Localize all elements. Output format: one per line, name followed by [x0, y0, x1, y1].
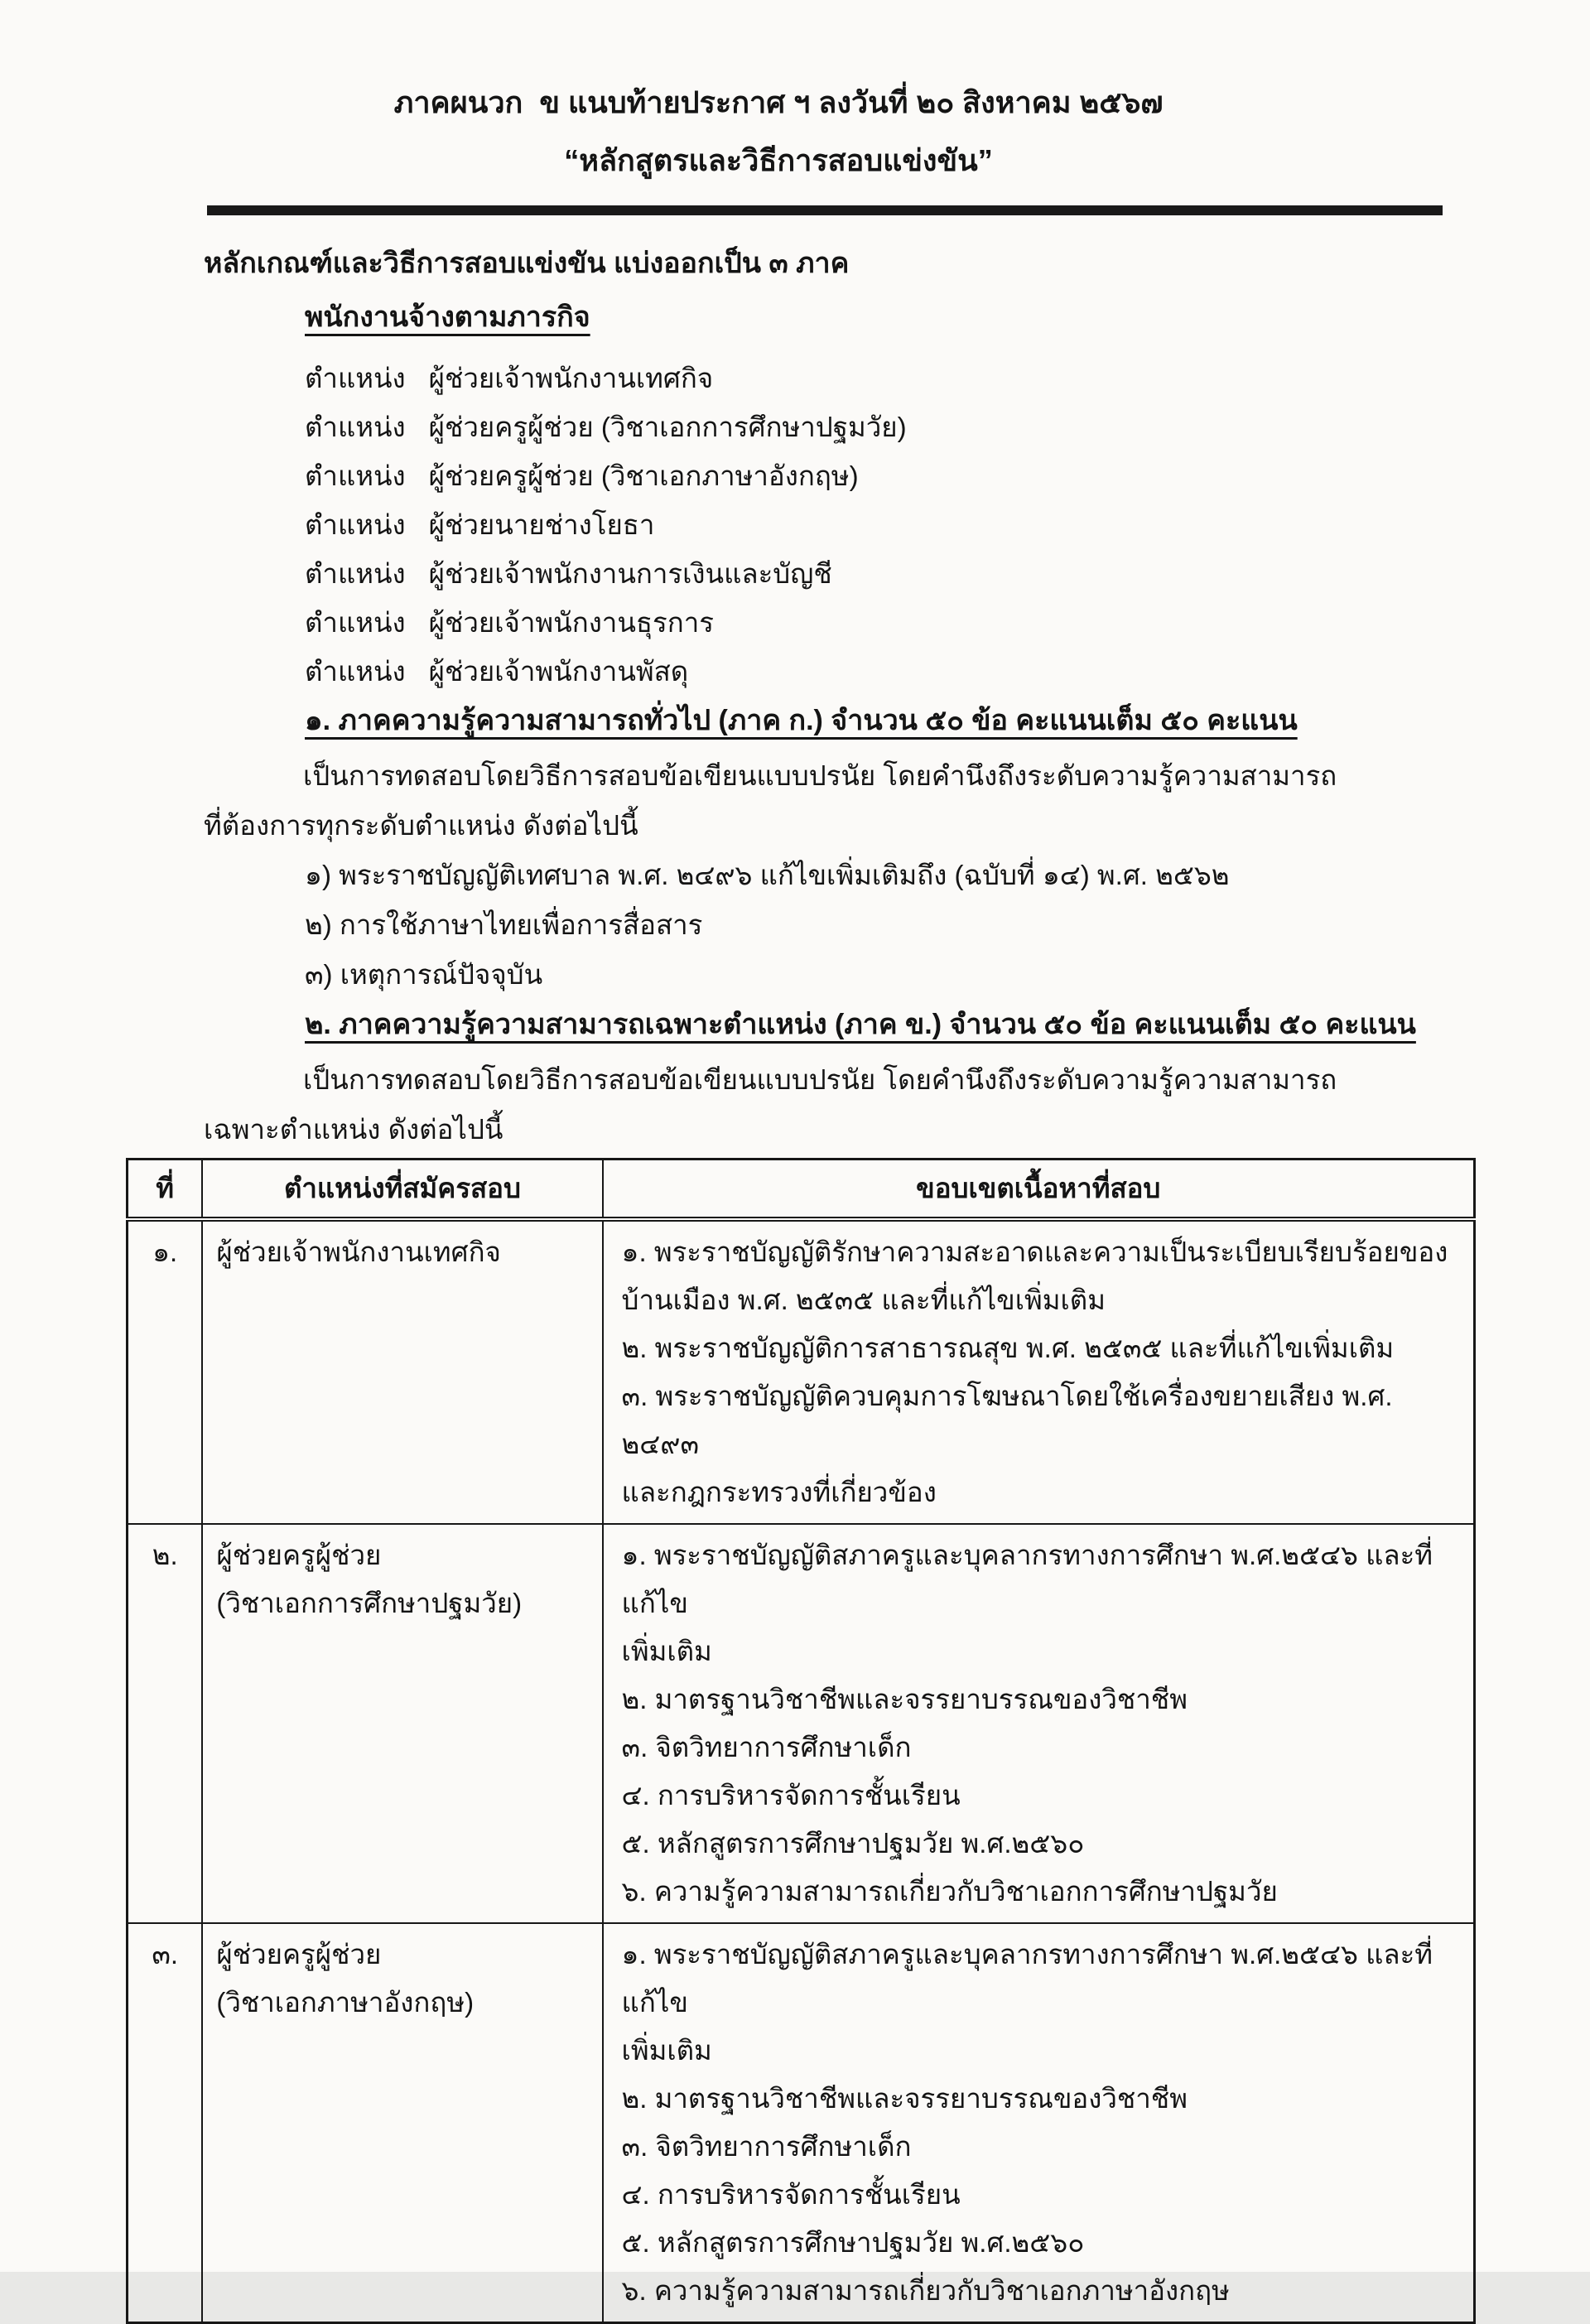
scope-cell [603, 1923, 1475, 2323]
section-a-item: ๑) พระราชบัญญัติเทศบาล พ.ศ. ๒๔๙๖ แก้ไขเพิ่มเติมถึง (ฉบับที่ ๑๔) พ.ศ. ๒๕๖๒ [305, 860, 1230, 890]
scope-cell [603, 1524, 1475, 1923]
scope-line: ๑. พระราชบัญญัติสภาครูและบุคลากรทางการศึกษา พ.ศ.๒๕๔๖ และที่แก้ไข [621, 1539, 1433, 1618]
table-header-row [128, 1160, 1475, 1219]
position-cell-line: ผู้ช่วยครูผู้ช่วย [216, 1539, 382, 1570]
appendix-subtitle: “หลักสูตรและวิธีการสอบแข่งขัน” [564, 143, 993, 177]
position-line [305, 500, 1590, 549]
position-name: ผู้ช่วยครูผู้ช่วย (วิชาเอกการศึกษาปฐมวัย) [428, 412, 907, 442]
employee-type-heading: พนักงานจ้างตามภารกิจ [305, 301, 590, 333]
position-line [305, 647, 1590, 696]
position-cell-line: ผู้ช่วยครูผู้ช่วย [216, 1938, 382, 1970]
scope-line: ๒. มาตรฐานวิชาชีพและจรรยาบรรณของวิชาชีพ [621, 1683, 1188, 1714]
row-number: ๓. [128, 1923, 203, 2323]
subheading-wrap [305, 295, 1590, 345]
section-a-item: ๒) การใช้ภาษาไทยเพื่อการสื่อสาร [305, 909, 703, 940]
scope-line: ๓. พระราชบัญญัติควบคุมการโฆษณาโดยใช้เครื่องขยายเสียง พ.ศ. ๒๔๙๓ [621, 1380, 1393, 1459]
section-a-item: ๓) เหตุการณ์ปัจจุบัน [305, 959, 543, 990]
position-label: ตำแหน่ง [305, 509, 406, 540]
position-cell [202, 1923, 602, 2323]
intro-line: หลักเกณฑ์และวิธีการสอบแข่งขัน แบ่งออกเป็น ๓ ภาค [204, 248, 850, 279]
table-row [128, 1524, 1475, 1923]
position-name: ผู้ช่วยเจ้าพนักงานเทศกิจ [428, 363, 714, 393]
position-name: ผู้ช่วยเจ้าพนักงานธุรการ [428, 607, 714, 638]
position-cell-line: ผู้ช่วยเจ้าพนักงานเทศกิจ [216, 1236, 501, 1267]
table-row [128, 1219, 1475, 1524]
column-header-scope: ขอบเขตเนื้อหาที่สอบ [603, 1160, 1475, 1219]
document-header [0, 0, 1590, 181]
position-line [305, 549, 1590, 598]
position-label: ตำแหน่ง [305, 607, 406, 638]
scope-line: บ้านเมือง พ.ศ. ๒๕๓๕ และที่แก้ไขเพิ่มเติม [621, 1284, 1106, 1315]
section-a-items [305, 851, 1590, 1000]
scope-line: ๕. หลักสูตรการศึกษาปฐมวัย พ.ศ.๒๕๖๐ [621, 1827, 1085, 1859]
scope-line: ๔. การบริหารจัดการชั้นเรียน [621, 2178, 961, 2210]
row-number: ๑. [128, 1219, 203, 1524]
position-name: ผู้ช่วยเจ้าพนักงานการเงินและบัญชี [428, 558, 832, 589]
table-row [128, 1923, 1475, 2323]
column-header-position: ตำแหน่งที่สมัครสอบ [202, 1160, 602, 1219]
scope-line: เพิ่มเติม [621, 1635, 712, 1666]
scope-line: เพิ่มเติม [621, 2034, 712, 2066]
section-b-paragraph-line2: เฉพาะตำแหน่ง ดังต่อไปนี้ [204, 1114, 504, 1145]
scope-line: ๑. พระราชบัญญัติสภาครูและบุคลากรทางการศึกษา พ.ศ.๒๕๔๖ และที่แก้ไข [621, 1938, 1433, 2018]
position-label: ตำแหน่ง [305, 460, 406, 491]
scope-line: ๓. จิตวิทยาการศึกษาเด็ก [621, 1731, 912, 1762]
position-label: ตำแหน่ง [305, 412, 406, 442]
position-label: ตำแหน่ง [305, 656, 406, 687]
section-a-paragraph-line1: เป็นการทดสอบโดยวิธีการสอบข้อเขียนแบบปรนัย โดยคำนึงถึงระดับความรู้ความสามารถ [303, 760, 1337, 791]
position-line [305, 354, 1590, 403]
position-cell [202, 1219, 602, 1524]
scope-line: ๕. หลักสูตรการศึกษาปฐมวัย พ.ศ.๒๕๖๐ [621, 2226, 1085, 2258]
scope-line: ๓. จิตวิทยาการศึกษาเด็ก [621, 2130, 912, 2162]
scope-line: ๒. มาตรฐานวิชาชีพและจรรยาบรรณของวิชาชีพ [621, 2082, 1188, 2114]
scope-line: ๒. พระราชบัญญัติการสาธารณสุข พ.ศ. ๒๕๓๕ และที่แก้ไขเพิ่มเติม [621, 1332, 1395, 1363]
scope-line: และกฎกระทรวงที่เกี่ยวข้อง [621, 1476, 937, 1507]
section-b-heading: ๒. ภาคความรู้ความสามารถเฉพาะตำแหน่ง (ภาค ข.) จำนวน ๕๐ ข้อ คะแนนเต็ม ๕๐ คะแนน [305, 1009, 1416, 1040]
position-list [305, 354, 1590, 696]
scope-line: ๔. การบริหารจัดการชั้นเรียน [621, 1779, 961, 1811]
position-cell-line: (วิชาเอกการศึกษาปฐมวัย) [216, 1587, 523, 1618]
position-line [305, 451, 1590, 500]
scope-cell [603, 1219, 1475, 1524]
section-a-heading-wrap [305, 696, 1590, 751]
section-b-paragraph-line1: เป็นการทดสอบโดยวิธีการสอบข้อเขียนแบบปรนัย โดยคำนึงถึงระดับความรู้ความสามารถ [303, 1064, 1337, 1095]
position-line [305, 598, 1590, 647]
position-line [305, 403, 1590, 451]
scope-line: ๑. พระราชบัญญัติรักษาความสะอาดและความเป็นระเบียบเรียบร้อยของ [621, 1236, 1448, 1267]
position-label: ตำแหน่ง [305, 558, 406, 589]
header-divider [207, 205, 1443, 215]
position-name: ผู้ช่วยนายช่างโยธา [428, 509, 655, 540]
appendix-title: ภาคผนวก ข แนบท้ายประกาศ ฯ ลงวันที่ ๒๐ สิงหาคม ๒๕๖๗ [393, 85, 1164, 119]
position-name: ผู้ช่วยครูผู้ช่วย (วิชาเอกภาษาอังกฤษ) [428, 460, 859, 491]
position-label: ตำแหน่ง [305, 363, 406, 393]
section-a-heading: ๑. ภาคความรู้ความสามารถทั่วไป (ภาค ก.) จำนวน ๕๐ ข้อ คะแนนเต็ม ๕๐ คะแนน [305, 705, 1298, 736]
position-cell-line: (วิชาเอกภาษาอังกฤษ) [216, 1986, 475, 2018]
position-cell [202, 1524, 602, 1923]
scope-line: ๖. ความรู้ความสามารถเกี่ยวกับวิชาเอกการศึกษาปฐมวัย [621, 1875, 1278, 1907]
scope-line: ๖. ความรู้ความสามารถเกี่ยวกับวิชาเอกภาษาอังกฤษ [621, 2274, 1230, 2306]
column-header-no: ที่ [128, 1160, 203, 1219]
exam-scope-table [126, 1158, 1476, 2324]
section-b-heading-wrap [305, 1000, 1590, 1055]
row-number: ๒. [128, 1524, 203, 1923]
section-a-paragraph-line2: ที่ต้องการทุกระดับตำแหน่ง ดังต่อไปนี้ [204, 810, 638, 841]
position-name: ผู้ช่วยเจ้าพนักงานพัสดุ [428, 656, 689, 687]
